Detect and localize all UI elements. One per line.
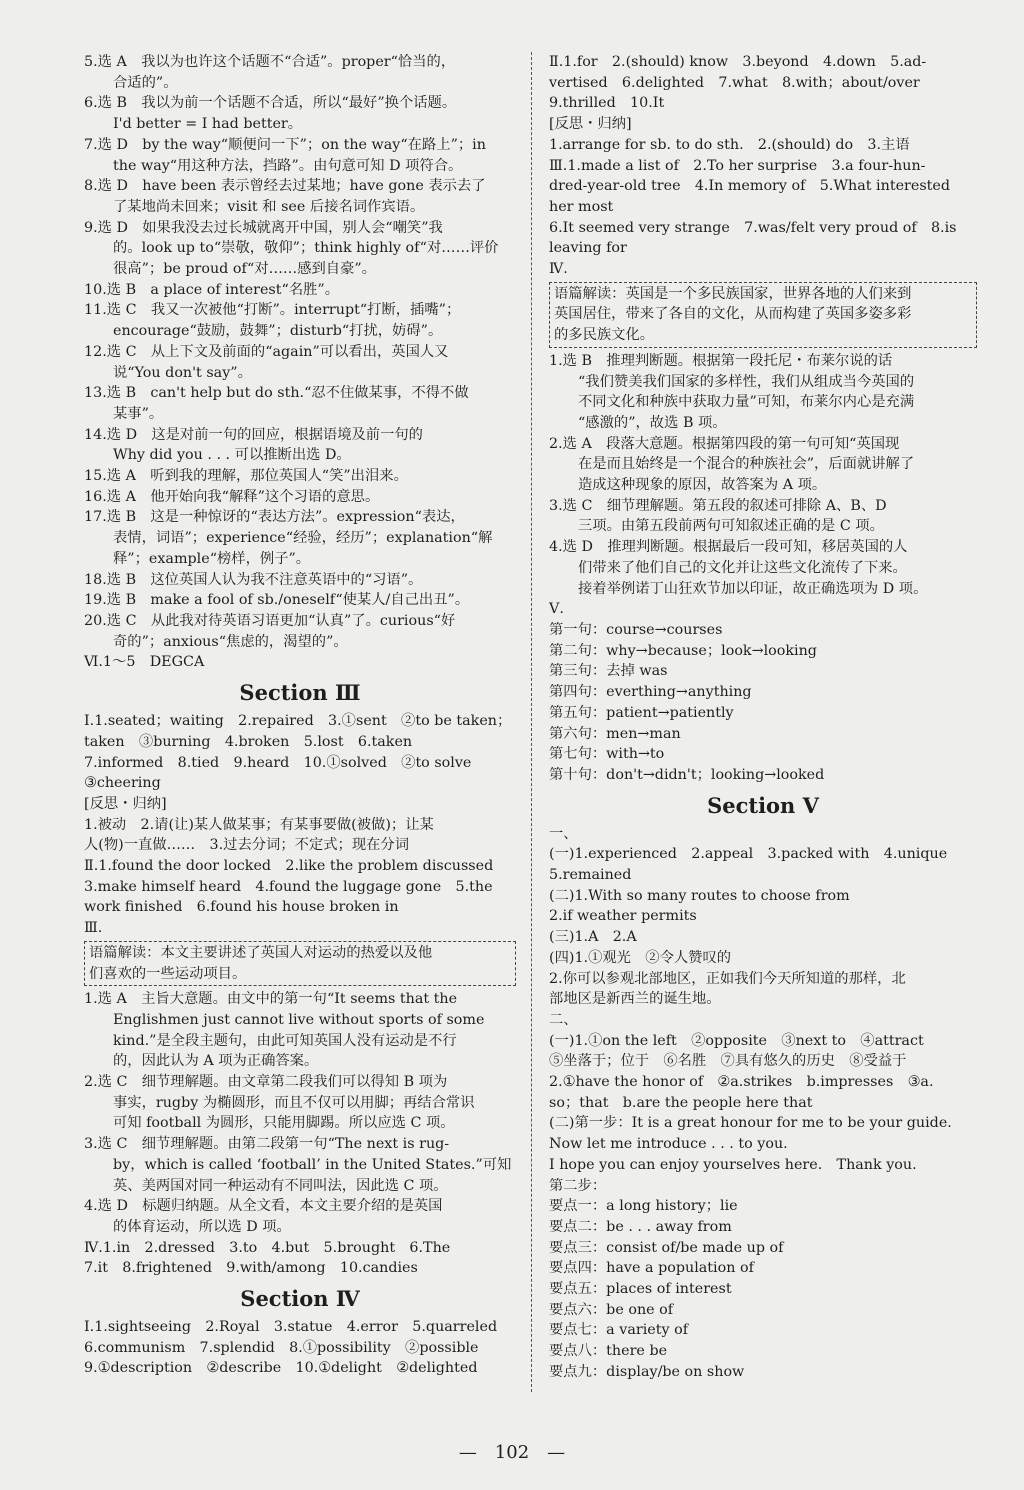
answer-line: 某事”。	[113, 405, 164, 422]
answer-line: 6.选 B 我以为前一个话题不合适，所以“最好”换个话题。	[84, 95, 457, 112]
answer-line: 1.arrange for sb. to do sth. 2.(should) do 3.主语	[549, 136, 910, 153]
answer-line: (三)1.A 2.A	[549, 929, 637, 946]
answer-line: 3.选 C 细节理解题。由第二段第一句“The next is rug-	[84, 1136, 450, 1153]
answer-line: 部地区是新西兰的诞生地。	[549, 991, 721, 1008]
answer-line: 15.选 A 听到我的理解，那位英国人“笑”出泪来。	[84, 468, 408, 485]
answer-line: 2.if weather permits	[549, 908, 697, 925]
answer-line: [反思・归纳]	[84, 795, 167, 812]
passage-analysis-box	[84, 941, 516, 986]
answer-line: 1.选 A 主旨大意题。由文中的第一句“It seems that the	[84, 991, 458, 1008]
answer-line: 第四句：everthing→anything	[549, 684, 752, 701]
answer-line: 2.①have the honor of ②a.strikes b.impresses ③a.	[549, 1074, 934, 1091]
answer-line: 4.选 D 标题归纳题。从全文看，本文主要介绍的是英国	[84, 1198, 443, 1215]
answer-line: 奇的”；anxious“焦虑的，渴望的”。	[113, 633, 348, 650]
answer-line: her most	[549, 198, 614, 215]
answer-line: 人(物)一直做…… 3.过去分词；不定式；现在分词	[84, 837, 410, 854]
answer-line: Ⅱ.1.found the door locked 2.like the problem discussed	[84, 858, 494, 875]
answer-line: ③cheering	[84, 775, 161, 792]
answer-line: 表情，词语”；experience“经验，经历”；explanation“解	[113, 530, 493, 547]
left-column	[84, 52, 516, 1379]
answer-line: the way“用这种方法，挡路”。由句意可知 D 项符合。	[113, 157, 463, 174]
answer-line: 合适的”。	[113, 74, 178, 91]
answer-line: encourage“鼓励，鼓舞”；disturb“打扰，妨碍”。	[113, 323, 443, 340]
answer-line: I hope you can enjoy yourselves here. Thank you.	[549, 1156, 917, 1173]
answer-line: 第五句：patient→patiently	[549, 704, 734, 721]
answer-line: 20.选 C 从此我对待英语习语更加“认真”了。curious“好	[84, 612, 456, 629]
answer-line: 接着举例诺丁山狂欢节加以印证，故正确选项为 D 项。	[578, 580, 928, 597]
right-column	[549, 52, 977, 1383]
answer-line: 5.选 A 我以为也许这个话题不“合适”。proper“恰当的，	[84, 54, 456, 70]
answer-line: 7.informed 8.tied 9.heard 10.①solved ②to solve	[84, 754, 472, 771]
answer-line: 了某地尚未回来；visit 和 see 后接名词作宾语。	[113, 198, 425, 215]
answer-line: 6.communism 7.splendid 8.①possibility ②possible	[84, 1339, 479, 1356]
answer-line: 12.选 C 从上下文及前面的“again”可以看出，英国人又	[84, 343, 449, 360]
answer-line: 可知 football 为圆形，只能用脚踢。所以应选 C 项。	[113, 1115, 455, 1132]
answer-line: 第十句：don't→didn't；looking→looked	[549, 766, 825, 783]
section-heading: Section Ⅳ	[240, 1286, 360, 1312]
answer-line: (一)1.experienced 2.appeal 3.packed with 4.unique	[549, 846, 948, 863]
answer-line: “感激的”，故选 B 项。	[578, 414, 727, 431]
answer-line: by，which is called ‘football’ in the United States.”可知	[113, 1156, 512, 1173]
answer-line: dred-year-old tree 4.In memory of 5.What interested	[549, 178, 951, 195]
answer-line: 要点九：display/be on show	[549, 1363, 745, 1380]
answer-line: (一)1.①on the left ②opposite ③next to ④attract	[549, 1032, 924, 1049]
answer-line: 9.选 D 如果我没去过长城就离开中国，别人会“嘲笑”我	[84, 219, 443, 236]
answer-line: 不同文化和种族中获取力量”可知，布莱尔内心是充满	[578, 394, 915, 411]
answer-line: 三项。由第五段前两句可知叙述正确的是 C 项。	[578, 518, 884, 535]
answer-line: Ⅳ.	[549, 261, 568, 278]
answer-line: work finished 6.found his house broken in	[84, 899, 399, 916]
answer-line: 9.thrilled 10.It	[549, 95, 665, 112]
answer-line: 3.选 C 细节理解题。第五段的叙述可排除 A、B、D	[549, 497, 887, 514]
answer-line: 的体育运动，所以选 D 项。	[113, 1218, 291, 1235]
answer-line: 2.选 C 细节理解题。由文章第二段我们可以得知 B 项为	[84, 1074, 448, 1091]
answer-line: Now let me introduce . . . to you.	[549, 1136, 788, 1153]
answer-line: leaving for	[549, 240, 627, 257]
passage-analysis-line: 的多民族文化。	[554, 327, 655, 344]
column-divider	[531, 52, 532, 1392]
answer-line: 要点四：have a population of	[549, 1260, 754, 1277]
answer-line: “我们赞美我们国家的多样性，我们从组成当今英国的	[578, 373, 915, 390]
answer-line: (二)第一步：It is a great honour for me to be your guide.	[549, 1115, 952, 1132]
answer-line: I'd better = I had better。	[113, 116, 303, 133]
answer-line: 8.选 D have been 表示曾经去过某地；have gone 表示去了	[84, 178, 486, 195]
answer-line: (二)1.With so many routes to choose from	[549, 887, 850, 904]
passage-analysis-line: 语篇解读：英国是一个多民族国家，世界各地的人们来到	[554, 285, 912, 302]
answer-line: 要点五：places of interest	[549, 1281, 732, 1298]
answer-line: Englishmen just cannot live without sports of some	[113, 1011, 485, 1028]
answer-line: 6.It seemed very strange 7.was/felt very proud of 8.is	[549, 219, 957, 236]
answer-line: 1.选 B 推理判断题。根据第一段托尼・布莱尔说的话	[549, 352, 893, 369]
answer-line: 要点一：a long history；lie	[549, 1198, 738, 1215]
answer-line: Ⅲ.1.made a list of 2.To her surprise 3.a four-hun-	[549, 157, 926, 174]
answer-line: 要点七：a variety of	[549, 1322, 688, 1339]
answer-line: 4.选 D 推理判断题。根据最后一段可知，移居英国的人	[549, 539, 908, 556]
answer-line: 第七句：with→to	[549, 746, 665, 763]
answer-line: Ⅴ.	[549, 601, 564, 618]
answer-line: 17.选 B 这是一种惊讶的“表达方法”。expression“表达，	[84, 509, 465, 526]
answer-line: 第二句：why→because；look→looking	[549, 642, 817, 659]
answer-line: 第六句：men→man	[549, 725, 681, 742]
answer-line: 19.选 B make a fool of sb./oneself“使某人/自己出丑”。	[84, 592, 470, 609]
answer-line: 说“You don't say”。	[113, 364, 252, 381]
answer-line: 16.选 A 他开始向我“解释”这个习语的意思。	[84, 488, 380, 505]
answer-line: 1.被动 2.请(让)某人做某事；有某事要做(被做)；让某	[84, 816, 434, 833]
answer-line: Why did you . . . 可以推断出选 D。	[113, 447, 351, 464]
answer-line: 要点三：consist of/be made up of	[549, 1239, 784, 1256]
answer-line: 的，因此认为 A 项为正确答案。	[113, 1053, 319, 1070]
answer-line: 2.你可以参观北部地区，正如我们今天所知道的那样，北	[549, 970, 906, 987]
answer-line: 11.选 C 我又一次被他“打断”。interrupt“打断，插嘴”；	[84, 302, 461, 319]
answer-line: 3.make himself heard 4.found the luggage gone 5.the	[84, 878, 493, 895]
passage-analysis-box	[549, 282, 977, 348]
answer-line: 7.it 8.frightened 9.with/among 10.candies	[84, 1260, 418, 1277]
passage-analysis-line: 语篇解读：本文主要讲述了英国人对运动的热爱以及他	[89, 944, 433, 961]
answer-line: Ⅵ.1～5 DEGCA	[84, 654, 205, 671]
answer-line: ⑤坐落于；位于 ⑥名胜 ⑦具有悠久的历史 ⑧受益于	[549, 1053, 907, 1070]
answer-line: 13.选 B can't help but do sth.“忍不住做某事，不得不做	[84, 385, 469, 402]
answer-line: (四)1.①观光 ②令人赞叹的	[549, 949, 732, 966]
answer-line: 要点六：be one of	[549, 1301, 674, 1318]
answer-line: vertised 6.delighted 7.what 8.with；about/over	[549, 74, 920, 91]
answer-line: 二、	[549, 1011, 578, 1028]
answer-line: 2.选 A 段落大意题。根据第四段的第一句可知“英国现	[549, 435, 900, 452]
answer-line: 10.选 B a place of interest“名胜”。	[84, 281, 340, 298]
section-heading: Section Ⅲ	[239, 680, 361, 706]
answer-line: 第三句：去掉 was	[549, 663, 668, 680]
answer-line: 18.选 B 这位英国人认为我不注意英语中的“习语”。	[84, 571, 423, 588]
answer-line: 14.选 D 这是对前一句的回应，根据语境及前一句的	[84, 426, 423, 443]
answer-line: 要点八：there be	[549, 1343, 668, 1360]
answer-line: 很高”；be proud of“对……感到自豪”。	[113, 261, 377, 278]
answer-line: 的。look up to“崇敬，敬仰”；think highly of“对……评价	[113, 240, 499, 257]
answer-line: Ⅳ.1.in 2.dressed 3.to 4.but 5.brought 6.The	[84, 1239, 451, 1256]
answer-line: 一、	[549, 825, 578, 842]
answer-line: 英、美两国对同一种运动有不同叫法，因此选 C 项。	[113, 1177, 448, 1194]
passage-analysis-line: 英国居住，带来了各自的文化，从而构建了英国多姿多彩	[554, 306, 912, 323]
answer-line: 9.①description ②describe 10.①delight ②delighted	[84, 1360, 478, 1377]
answer-line: 在是而且始终是一个混合的种族社会”，后面就讲解了	[578, 456, 915, 473]
answer-line: 第二步：	[549, 1177, 607, 1194]
answer-line: 事实，rugby 为椭圆形，而且不仅可以用脚；再结合常识	[113, 1094, 475, 1111]
answer-line: 们带来了他们自己的文化并让这些文化流传了下来。	[578, 559, 907, 576]
answer-line: 造成这种现象的原因，故答案为 A 项。	[578, 477, 827, 494]
answer-line: 释”；example“榜样，例子”。	[113, 550, 311, 567]
answer-line: kind.”是全段主题句，由此可知英国人没有运动是不行	[113, 1032, 457, 1049]
answer-line: Ⅰ.1.sightseeing 2.Royal 3.statue 4.error 5.quarreled	[84, 1319, 498, 1336]
answer-line: [反思・归纳]	[549, 116, 632, 133]
answer-line: 5.remained	[549, 867, 632, 884]
answer-line: 第一句：course→courses	[549, 621, 723, 638]
answer-line: Ⅲ.	[84, 920, 103, 937]
answer-line: so；that b.are the people here that	[549, 1094, 813, 1111]
answer-line: Ⅱ.1.for 2.(should) know 3.beyond 4.down 5.ad-	[549, 54, 927, 70]
answer-line: 7.选 D by the way“顺便问一下”；on the way“在路上”；in	[84, 136, 486, 153]
page-number: — 102 —	[458, 1442, 566, 1463]
answer-line: Ⅰ.1.seated；waiting 2.repaired 3.①sent ②to be taken；	[84, 713, 512, 730]
passage-analysis-line: 们喜欢的一些运动项目。	[89, 965, 247, 982]
answer-line: taken ③burning 4.broken 5.lost 6.taken	[84, 733, 413, 750]
answer-line: 要点二：be . . . away from	[549, 1218, 732, 1235]
section-heading: Section Ⅴ	[707, 792, 819, 818]
